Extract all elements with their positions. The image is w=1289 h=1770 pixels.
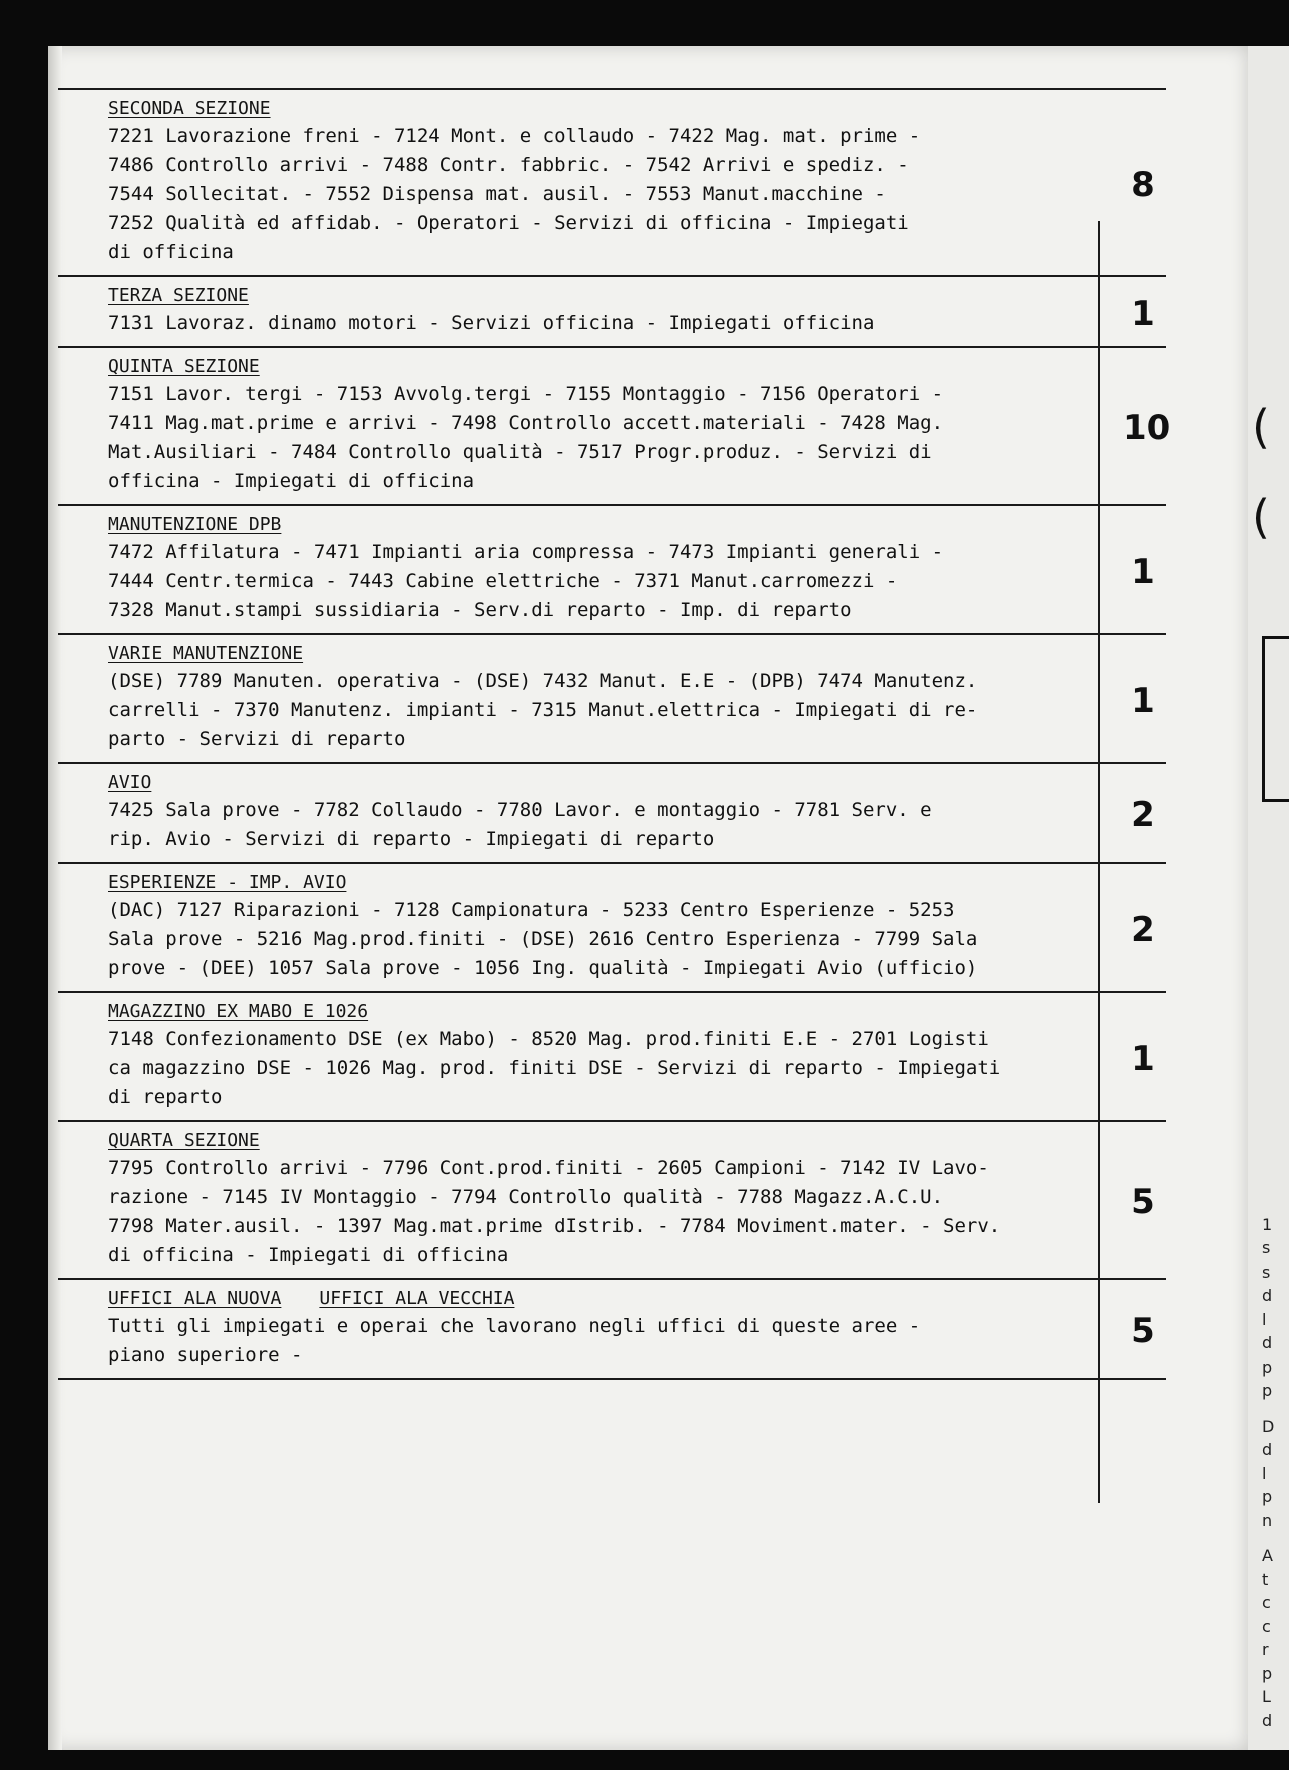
section-title: QUINTA SEZIONE — [108, 356, 260, 377]
adjacent-page-letter: p — [1262, 1487, 1273, 1506]
section-count: 10 — [1123, 408, 1171, 448]
adjacent-page-letter: c — [1262, 1593, 1271, 1612]
adjacent-page-letter: r — [1262, 1640, 1269, 1659]
section-title: UFFICI ALA NUOVA — [108, 1288, 282, 1309]
adjacent-page-letter: A — [1262, 1546, 1273, 1565]
section-uffici — [58, 1278, 1166, 1380]
section-title: MAGAZZINO EX MABO E 1026 — [108, 1001, 369, 1022]
section-body: 7131 Lavoraz. dinamo motori - Servizi officina - Impiegati officina — [108, 312, 875, 334]
section-body: 7151 Lavor. tergi - 7153 Avvolg.tergi - 7155 Montaggio - 7156 Operatori - 7411 Mag.mat.prime e arrivi - 7498 Controllo accett.materiali - 7428 Mag. Mat.Ausiliari - 7484 Controllo qualità - 7517 Progr.produz. - Servizi di officina - Impiegati di officina — [108, 383, 944, 492]
section-body: 7425 Sala prove - 7782 Collaudo - 7780 Lavor. e montaggio - 7781 Serv. e rip. Avio - Servizi di reparto - Impiegati di reparto — [108, 799, 932, 850]
section-quarta — [58, 1120, 1166, 1278]
section-body: 7221 Lavorazione freni - 7124 Mont. e collaudo - 7422 Mag. mat. prime - 7486 Controllo arrivi - 7488 Contr. fabbric. - 7542 Arrivi e spediz. - 7544 Sollecitat. - 7552 Dispensa mat. ausil. - 7553 Manut.macchine - 7252 Qualità ed affidab. - Operatori - Servizi di officina - Impiegati di officina — [108, 125, 921, 263]
adjacent-page-letter: c — [1262, 1617, 1271, 1636]
section-title: SECONDA SEZIONE — [108, 98, 271, 119]
section-title: ESPERIENZE - IMP. AVIO — [108, 872, 347, 893]
section-manutenzione-dpb — [58, 504, 1166, 633]
section-title: QUARTA SEZIONE — [108, 1130, 260, 1151]
adjacent-page-box — [1262, 636, 1289, 802]
section-esperienze — [58, 862, 1166, 991]
adjacent-page-letter: L — [1262, 1687, 1271, 1706]
adjacent-page-letter: 1 — [1262, 1215, 1273, 1234]
adjacent-page-letter: s — [1262, 1238, 1271, 1257]
section-body: (DAC) 7127 Riparazioni - 7128 Campionatura - 5233 Centro Esperienze - 5253 Sala prove - 5216 Mag.prod.finiti - (DSE) 2616 Centro Esperienza - 7799 Sala prove - (DEE) 1057 Sala prove - 1056 Ing. qualità - Impiegati Avio (ufficio) — [108, 899, 978, 979]
section-body: 7472 Affilatura - 7471 Impianti aria compressa - 7473 Impianti generali - 7444 Centr.termica - 7443 Cabine elettriche - 7371 Manut.carromezzi - 7328 Manut.stampi sussidiaria - Serv.di reparto - Imp. di reparto — [108, 541, 944, 621]
adjacent-page-letter: p — [1262, 1664, 1273, 1683]
adjacent-page-letter: n — [1262, 1511, 1273, 1530]
section-count: 5 — [1131, 1182, 1155, 1222]
adjacent-page-letter: l — [1262, 1310, 1267, 1329]
adjacent-page-letter: d — [1262, 1286, 1273, 1305]
adjacent-page-letter: p — [1262, 1358, 1273, 1377]
section-seconda — [58, 88, 1166, 275]
section-body: Tutti gli impiegati e operai che lavorano negli uffici di queste aree - piano superiore - — [108, 1315, 921, 1366]
section-count: 2 — [1131, 909, 1155, 950]
adjacent-page-letter: d — [1262, 1711, 1273, 1730]
section-varie-manutenzione — [58, 633, 1166, 762]
section-count: 1 — [1131, 680, 1155, 721]
section-title: TERZA SEZIONE — [108, 285, 249, 306]
adjacent-page-letter: d — [1262, 1440, 1273, 1459]
section-count: 1 — [1131, 551, 1155, 592]
section-title: VARIE MANUTENZIONE — [108, 643, 304, 664]
section-count: 5 — [1131, 1311, 1155, 1351]
adjacent-page-letter: t — [1262, 1570, 1269, 1589]
section-title: AVIO — [108, 772, 152, 793]
section-count: 1 — [1131, 293, 1155, 334]
adjacent-page-letter: s — [1262, 1263, 1271, 1282]
adjacent-page-bracket-icon: ( — [1252, 400, 1270, 454]
section-body: (DSE) 7789 Manuten. operativa - (DSE) 7432 Manut. E.E - (DPB) 7474 Manutenz. carrelli - 7370 Manutenz. impianti - 7315 Manut.elettrica - Impiegati di re- parto - Servizi di reparto — [108, 670, 978, 750]
section-count: 1 — [1131, 1038, 1155, 1079]
section-quinta — [58, 346, 1171, 504]
section-avio — [58, 762, 1166, 862]
section-count: 8 — [1131, 164, 1155, 205]
section-title: MANUTENZIONE DPB — [108, 514, 282, 535]
adjacent-page-letter: p — [1262, 1381, 1273, 1400]
adjacent-page-bracket-icon: ( — [1252, 490, 1270, 544]
section-magazzino — [58, 991, 1166, 1120]
adjacent-page-letter: D — [1262, 1417, 1275, 1436]
adjacent-page-letter: d — [1262, 1333, 1273, 1352]
section-body: 7795 Controllo arrivi - 7796 Cont.prod.finiti - 2605 Campioni - 7142 IV Lavo- razione - 7145 IV Montaggio - 7794 Controllo qualità - 7788 Magazz.A.C.U. 7798 Mater.ausil. - 1397 Mag.mat.prime dIstrib. - 7784 Moviment.mater. - Serv. di officina - Impiegati di officina — [108, 1157, 1001, 1266]
section-body: 7148 Confezionamento DSE (ex Mabo) - 8520 Mag. prod.finiti E.E - 2701 Logisti ca magazzino DSE - 1026 Mag. prod. finiti DSE - Servizi di reparto - Impiegati di reparto — [108, 1028, 1001, 1108]
section-terza — [58, 275, 1166, 346]
sections-table — [58, 88, 1171, 1380]
section-count: 2 — [1131, 795, 1155, 835]
section-title-secondary: UFFICI ALA VECCHIA — [319, 1288, 515, 1309]
adjacent-page-letter: l — [1262, 1464, 1267, 1483]
